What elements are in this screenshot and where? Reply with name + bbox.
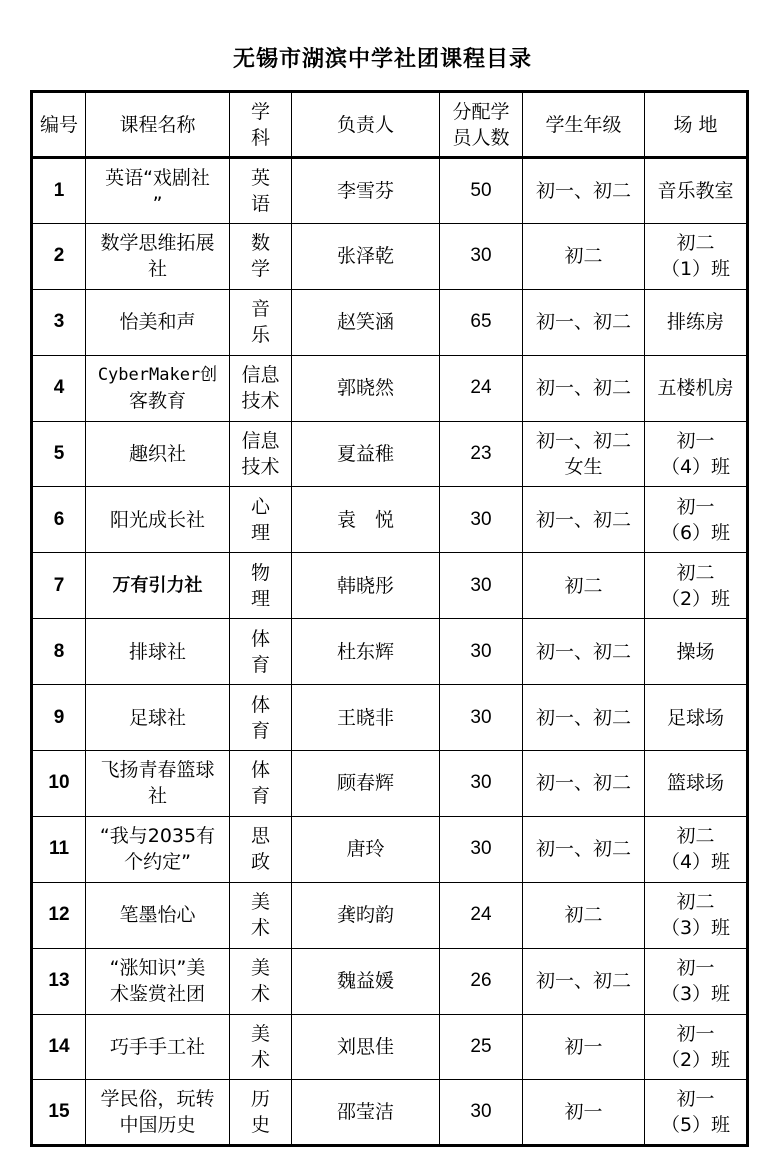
cell-quota: 65 — [440, 289, 523, 355]
cell-teacher: 龚昀韵 — [292, 882, 440, 948]
header-quota: 分配学 员人数 — [440, 92, 523, 158]
page-title: 无锡市湖滨中学社团课程目录 — [232, 47, 532, 72]
cell-grade: 初一 — [523, 1080, 645, 1146]
cell-venue: 音乐教室 — [645, 158, 748, 224]
cell-subject: 思 政 — [230, 816, 292, 882]
cell-quota: 26 — [440, 948, 523, 1014]
cell-venue: 初一 （4）班 — [645, 421, 748, 487]
table-row — [32, 158, 748, 224]
table-row — [32, 553, 748, 619]
cell-number: 4 — [32, 355, 86, 421]
cell-course-name: CyberMaker创 客教育 — [86, 355, 230, 421]
cell-quota: 24 — [440, 355, 523, 421]
cell-quota: 30 — [440, 619, 523, 685]
cell-teacher: 袁 悦 — [292, 487, 440, 553]
cell-quota: 30 — [440, 751, 523, 817]
cell-grade: 初一、初二 — [523, 619, 645, 685]
cell-subject: 物 理 — [230, 553, 292, 619]
cell-number: 12 — [32, 882, 86, 948]
cell-quota: 30 — [440, 487, 523, 553]
cell-teacher: 邵莹洁 — [292, 1080, 440, 1146]
cell-grade: 初一、初二 女生 — [523, 421, 645, 487]
cell-course-name: 巧手手工社 — [86, 1014, 230, 1080]
table-row — [32, 751, 748, 817]
cell-teacher: 郭晓然 — [292, 355, 440, 421]
cell-subject: 英 语 — [230, 158, 292, 224]
table-row — [32, 685, 748, 751]
cell-quota: 30 — [440, 816, 523, 882]
cell-subject: 信息 技术 — [230, 421, 292, 487]
cell-venue: 初一 （3）班 — [645, 948, 748, 1014]
cell-subject: 体 育 — [230, 751, 292, 817]
cell-course-name: 怡美和声 — [86, 289, 230, 355]
table-row — [32, 355, 748, 421]
cell-course-name: 数学思维拓展 社 — [86, 223, 230, 289]
cell-venue: 初二 （1）班 — [645, 223, 748, 289]
table-row — [32, 421, 748, 487]
cell-grade: 初二 — [523, 223, 645, 289]
cell-subject: 历 史 — [230, 1080, 292, 1146]
cell-venue: 初一 （6）班 — [645, 487, 748, 553]
header-subject: 学 科 — [230, 92, 292, 158]
cell-quota: 30 — [440, 685, 523, 751]
cell-grade: 初一、初二 — [523, 751, 645, 817]
cell-teacher: 赵笑涵 — [292, 289, 440, 355]
cell-number: 1 — [32, 158, 86, 224]
cell-teacher: 唐玲 — [292, 816, 440, 882]
cell-subject: 数 学 — [230, 223, 292, 289]
cell-grade: 初一、初二 — [523, 685, 645, 751]
cell-venue: 初二 （4）班 — [645, 816, 748, 882]
cell-course-name: 排球社 — [86, 619, 230, 685]
cell-quota: 30 — [440, 553, 523, 619]
cell-quota: 25 — [440, 1014, 523, 1080]
cell-grade: 初一、初二 — [523, 487, 645, 553]
cell-teacher: 夏益稚 — [292, 421, 440, 487]
cell-number: 9 — [32, 685, 86, 751]
header-number: 编号 — [32, 92, 86, 158]
cell-subject: 音 乐 — [230, 289, 292, 355]
cell-grade: 初一、初二 — [523, 289, 645, 355]
table-row — [32, 487, 748, 553]
cell-number: 3 — [32, 289, 86, 355]
cell-number: 2 — [32, 223, 86, 289]
cell-quota: 30 — [440, 223, 523, 289]
cell-number: 15 — [32, 1080, 86, 1146]
cell-quota: 24 — [440, 882, 523, 948]
header-grade: 学生年级 — [523, 92, 645, 158]
cell-subject: 美 术 — [230, 882, 292, 948]
cell-teacher: 刘思佳 — [292, 1014, 440, 1080]
cell-quota: 23 — [440, 421, 523, 487]
cell-number: 5 — [32, 421, 86, 487]
header-course: 课程名称 — [86, 92, 230, 158]
table-row — [32, 948, 748, 1014]
cell-teacher: 李雪芬 — [292, 158, 440, 224]
cell-course-name: “我与2035有 个约定” — [86, 816, 230, 882]
header-row — [32, 92, 748, 158]
cell-number: 7 — [32, 553, 86, 619]
cell-grade: 初二 — [523, 882, 645, 948]
cell-subject: 美 术 — [230, 1014, 292, 1080]
cell-teacher: 顾春辉 — [292, 751, 440, 817]
cell-course-name: 学民俗，玩转 中国历史 — [86, 1080, 230, 1146]
cell-subject: 体 育 — [230, 685, 292, 751]
table-row — [32, 882, 748, 948]
cell-subject: 信息 技术 — [230, 355, 292, 421]
cell-course-name: “涨知识”美 术鉴赏社团 — [86, 948, 230, 1014]
cell-teacher: 杜东辉 — [292, 619, 440, 685]
cell-course-name: 飞扬青春篮球 社 — [86, 751, 230, 817]
cell-subject: 心 理 — [230, 487, 292, 553]
header-venue: 场 地 — [645, 92, 748, 158]
cell-course-name: 趣织社 — [86, 421, 230, 487]
cell-grade: 初一、初二 — [523, 158, 645, 224]
cell-venue: 操场 — [645, 619, 748, 685]
table-row — [32, 1014, 748, 1080]
cell-number: 13 — [32, 948, 86, 1014]
table-row — [32, 619, 748, 685]
cell-course-name: 阳光成长社 — [86, 487, 230, 553]
cell-quota: 30 — [440, 1080, 523, 1146]
cell-course-name: 足球社 — [86, 685, 230, 751]
cell-subject: 体 育 — [230, 619, 292, 685]
cell-venue: 初一 （2）班 — [645, 1014, 748, 1080]
cell-number: 10 — [32, 751, 86, 817]
cell-venue: 足球场 — [645, 685, 748, 751]
cell-number: 11 — [32, 816, 86, 882]
table-row — [32, 1080, 748, 1146]
cell-venue: 五楼机房 — [645, 355, 748, 421]
cell-number: 8 — [32, 619, 86, 685]
cell-teacher: 魏益媛 — [292, 948, 440, 1014]
cell-venue: 初二 （3）班 — [645, 882, 748, 948]
cell-course-name: 英语“戏剧社 ” — [86, 158, 230, 224]
cell-venue: 初二 （2）班 — [645, 553, 748, 619]
cell-venue: 初一 （5）班 — [645, 1080, 748, 1146]
cell-teacher: 张泽乾 — [292, 223, 440, 289]
cell-venue: 篮球场 — [645, 751, 748, 817]
cell-grade: 初一、初二 — [523, 816, 645, 882]
cell-quota: 50 — [440, 158, 523, 224]
cell-number: 14 — [32, 1014, 86, 1080]
cell-teacher: 韩晓彤 — [292, 553, 440, 619]
table-row — [32, 816, 748, 882]
cell-venue: 排练房 — [645, 289, 748, 355]
cell-teacher: 王晓非 — [292, 685, 440, 751]
table-row — [32, 289, 748, 355]
cell-subject: 美 术 — [230, 948, 292, 1014]
cell-number: 6 — [32, 487, 86, 553]
cell-grade: 初二 — [523, 553, 645, 619]
cell-course-name: 万有引力社 — [86, 553, 230, 619]
table-row — [32, 223, 748, 289]
header-teacher: 负责人 — [292, 92, 440, 158]
cell-grade: 初一 — [523, 1014, 645, 1080]
course-catalog-table — [30, 90, 749, 1147]
cell-course-name: 笔墨怡心 — [86, 882, 230, 948]
cell-grade: 初一、初二 — [523, 355, 645, 421]
cell-grade: 初一、初二 — [523, 948, 645, 1014]
